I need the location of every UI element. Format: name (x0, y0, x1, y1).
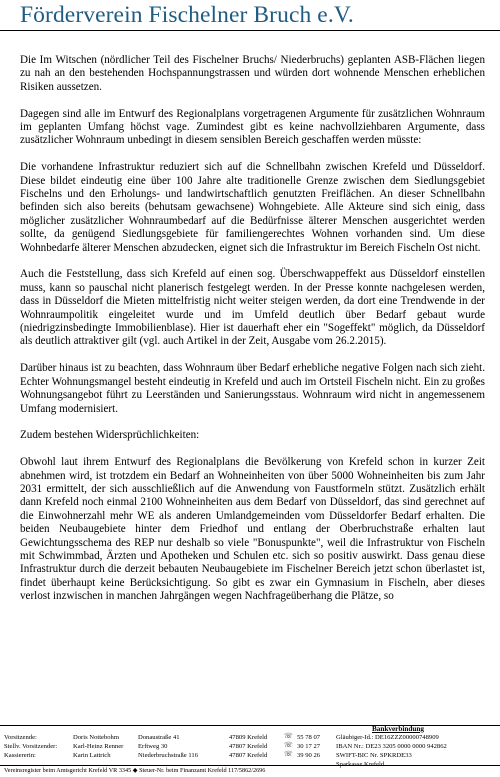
bank-line: Sparkasse Krefeld (336, 761, 385, 768)
footer-city: 47807 Krefeld (229, 752, 268, 759)
paragraph: Obwohl laut ihrem Entwurf des Regionalplans die Bevölkerung von Krefeld schon in kurzer Zeit abnehmen wird, ist trotzdem ein Bedarf an Wohneinheiten von über 5000 Wohneinheiten bis zum Jahr 2031 ermittelt, der sich ausschließlich auf die Anwendung von Faustformeln stützt. Zusätzlich erhält dann Krefeld noch einmal 2100 Wohneinheiten aus dem Bedarf von Düsseldorf, das sind gerechnet auf die Einwohnerzahl mehr WE als anderen Umlandgemeinden vom Düsseldorfer Bedarf erhalten. Die beiden Neubaugebiete hinter dem Friedhof und entlang der Oberbruchstraße erhalten laut Gewichtungsschema des REP nur deshalb so viele "Bonuspunkte", weil die Infrastruktur von Fischeln mit Schwimmbad, Ärzten und Apotheken und Schulen etc. sich so positiv auswirkt. Dass genau diese Infrastruktur durch die derzeit bebauten Neubaugebiete im Fischelner Bereich jetzt schon überlastet ist, findet überhaupt keine Berücksichtigung. So gibt es zwar ein Gymnasium in Fischeln, aber dieses verlost inzwischen in manchen Jahrgängen wegen Nachfrageüberhang die Plätze, so (20, 456, 485, 603)
register-info: Vereinsregister beim Amtsgericht Krefeld VR 3345 ◆ Steuer-Nr. beim Finanzamt Krefeld 117/5862/2696 (4, 767, 266, 774)
footer-city: 47809 Krefeld (229, 734, 268, 741)
footer-phone: 39 90 26 (297, 752, 321, 759)
bank-line: IBAN Nr.: DE23 3205 0000 0000 942862 (336, 743, 447, 750)
footer-street: Niederbruchstraße 116 (138, 752, 198, 759)
page-title: Förderverein Fischelner Bruch e.V. (20, 2, 354, 28)
paragraph: Zudem bestehen Widersprüchlichkeiten: (20, 429, 200, 442)
paragraph: Die Im Witschen (nördlicher Teil des Fischelner Bruchs/ Niederbruchs) geplanten ASB-Flächen liegen zu nah an den bestehenden Hochspannungstrassen und würden dort wohnende Menschen erheblichen Risiken aussetzen. (20, 54, 485, 93)
footer-street: Erftweg 30 (138, 743, 168, 750)
footer-phone: 55 78 07 (297, 734, 321, 741)
bank-line: Gläubiger-Id.: DE16ZZZ00000748909 (336, 734, 439, 741)
telephone-icon: ☏ (284, 750, 293, 758)
footer-role: Vorsitzende: (4, 734, 37, 741)
footer-role: Kassiererin: (4, 752, 36, 759)
footer-phone: 30 17 27 (297, 743, 321, 750)
paragraph: Dagegen sind alle im Entwurf des Regionalplans vorgetragenen Argumente für zusätzlichen Wohnraum im geplanten Umfang höchst vage. Zumindest gibt es keine nachvollziehbaren Argumente, dass zusätzlicher Wohnraum unbedingt in diesem sensiblen Bereich geschaffen werden müsste: (20, 107, 485, 147)
footer-name: Karin Lattrich (73, 752, 111, 759)
telephone-icon: ☏ (284, 732, 293, 740)
bank-title: Bankverbindung (372, 725, 424, 733)
footer-name: Karl-Heinz Renner (73, 743, 124, 750)
register-divider (0, 765, 500, 766)
bank-line: SWIFT-BIC Nr. SPKRDE33 (336, 752, 412, 759)
letter-body (20, 54, 485, 617)
paragraph: Darüber hinaus ist zu beachten, dass Wohnraum über Bedarf erhebliche negative Folgen nach sich zieht. Echter Wohnungsmangel besteht eindeutig in Krefeld und auch im Ortsteil Fischeln nicht. Ein zu großes Wohnungsangebot führt zu Leerständen und Sanierungsstaus. Wohnraum wird nicht in angemessenem Umfang modernisiert. (20, 362, 485, 415)
telephone-icon: ☏ (284, 741, 293, 749)
footer-street: Donaustraße 41 (138, 734, 180, 741)
footer-role: Stellv. Vorsitzender: (4, 743, 58, 750)
paragraph: Auch die Feststellung, dass sich Krefeld auf einen sog. Überschwappeffekt aus Düsseldorf einstellen muss, kann so pauschal nicht planerisch festgelegt werden. In der Presse konnte nachgelesen werden, dass in Düsseldorf die Mieten mittelfristig nicht weiter steigen werden, da dort eine Trendwende in der Wohnraumpolitik eingeleitet wurde und im Umfeld deutlich über Bedarf gebaut wurde (niedrigzinsbedingte Immobilienblase). Hier ist dauerhaft eher ein "Sogeffekt" möglich, da Düsseldorf als deutlich attraktiver gilt (vgl. auch Artikel in der Zeit, Ausgabe vom 26.2.2015). (20, 268, 485, 348)
paragraph: Die vorhandene Infrastruktur reduziert sich auf die Schnellbahn zwischen Krefeld und Düsseldorf. Diese bildet eindeutig eine über 100 Jahre alte traditionelle Grenze zwischen dem Siedlungsgebiet Fischelns und den Erholungs- und landwirtschaftlich genutzten Freiflächen. An dieser Schnellbahn befinden sich also bereits (behutsam gewachsene) Wohngebiete. Alle Akteure sind sich einig, dass möglicher zusätzlicher Wohnraumbedarf auf die Bedürfnisse älterer Menschen ausgerichtet werden sollte, da genügend Siedlungsgebiete für familiengerechtes Wohnen vorhanden sind. Um diese Wohnbedarfe älterer Menschen abzudecken, eignet sich die Infrastruktur im Bereich Fischeln Ost nicht. (20, 161, 485, 254)
header-divider (0, 30, 500, 31)
footer-city: 47807 Krefeld (229, 743, 268, 750)
footer-name: Doris Nottebohm (73, 734, 119, 741)
footer-divider (0, 725, 500, 726)
